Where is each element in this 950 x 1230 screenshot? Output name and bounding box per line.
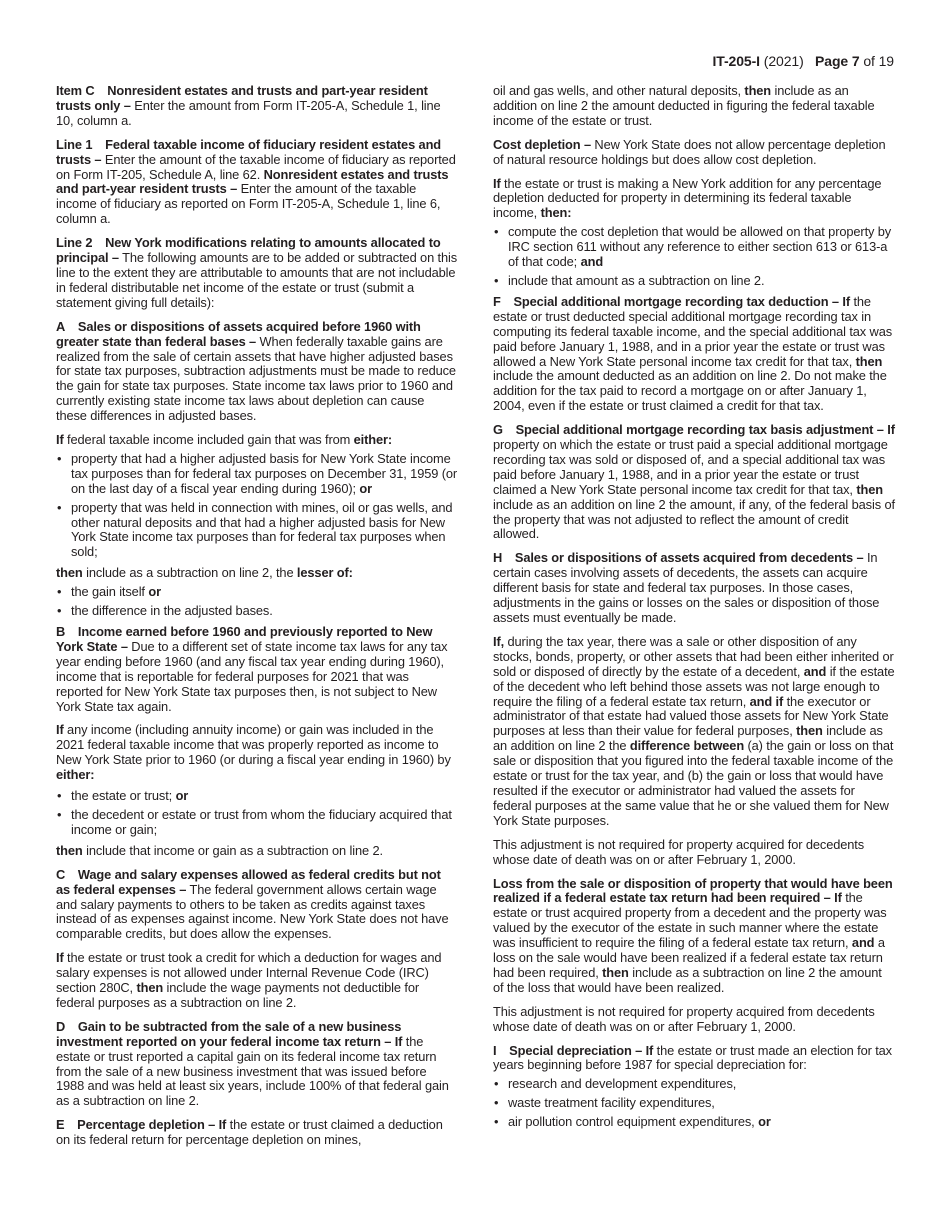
cost-depletion-paragraph: Cost depletion – New York State does not allow percentage depletion of natural resource holdings but does allow cost depletion. [493, 136, 886, 167]
list-item: • property that was held in connection with mines, oil or gas wells, and other natural deposits and that had a higher adjusted basis for New York State income tax purposes than for federal tax purposes when sold; [56, 501, 458, 561]
section-b-paragraph: B Income earned before 1960 and previously reported to New York State – Due to a different set of state income tax laws for any tax year ending before 1960 (and any fiscal tax year ending during 1960), income that is reportable for federal purposes for 2021 that was reported for New York State tax purposes then, is not subject to New York State tax again. [56, 624, 448, 714]
section-b-list [56, 789, 458, 838]
section-i-list [493, 1077, 895, 1130]
section-b-then: then include that income or gain as a subtraction on line 2. [56, 842, 383, 858]
section-h-if: If, during the tax year, there was a sale or other disposition of any stocks, bonds, property, or other assets that had been either inherited or sold or disposed of directly by the estate of a decedent, and if the estate of the decedent who left behind those assets was not large enough to require the filing of a federal estate tax return, and if the executor or administrator of that estate had valued those assets for New York State purposes at less than their value for federal purposes, then include as an addition on line 2 the difference between (a) the gain or loss on that sale or disposition that you figured into the federal taxable income of the estate or trust for the tax year, and (b) the gain or loss that would have resulted if the executor or administrator had valued the assets for federal purposes at the same value that he or she valued them for New York State purposes. [493, 633, 895, 828]
section-h-paragraph: H Sales or dispositions of assets acquired from decedents – In certain cases involving assets of decedents, the assets can acquire different basis for state and federal tax purposes. In those cases, adjustments in the gains or losses on the sales or disposition of those assets must eventually be made. [493, 550, 880, 625]
list-item: • waste treatment facility expenditures, [493, 1096, 895, 1111]
list-item: • compute the cost depletion that would be allowed on that property by IRC section 611 without any reference to either section 613 or 613-a of that code; and [493, 225, 895, 270]
section-b-if: If any income (including annuity income) or gain was included in the 2021 federal taxable income that was properly reported as income to New York State prior to 1960 (or during a fiscal year ending in 1960) by either: [56, 722, 451, 783]
line-2-paragraph: Line 2 New York modifications relating to amounts allocated to principal – The following amounts are to be added or subtracted on this line to the extent they are attributable to amounts that are not includable in federal distributable net income of the estate or trust (submit a statement giving full details): [56, 235, 458, 310]
section-c-paragraph: C Wage and salary expenses allowed as federal credits but not as federal expenses – The federal government allows certain wage and salary payments to others to be taken as credits against taxes instead of as expenses against income. New York State does not have comparable credits, but does allow the expenses. [56, 866, 449, 942]
list-item: • property that had a higher adjusted basis for New York State income tax purposes than for federal tax purposes on December 31, 1959 (or on the last day of a fiscal year ending during 1960); or [56, 452, 458, 497]
section-a-if: If federal taxable income included gain that was from either: [56, 432, 393, 448]
list-item: • research and development expenditures, [493, 1077, 895, 1092]
list-item: • include that amount as a subtraction on line 2. [493, 274, 895, 289]
page-label: Page 7 [815, 53, 860, 69]
list-item: • air pollution control equipment expenditures, or [493, 1115, 895, 1130]
section-i-paragraph: I Special depreciation – If the estate or trust made an election for tax years beginning before 1987 for special depreciation for: [493, 1042, 892, 1073]
section-c-if: If the estate or trust took a credit for which a deduction for wages and salary expenses is not allowed under Internal Revenue Code (IRC) section 280C, then include the wage payments not deductible for federal purposes as a subtraction on line 2. [56, 950, 442, 1010]
section-f-paragraph: F Special additional mortgage recording tax deduction – If the estate or trust deducted special additional mortgage recording tax in computing its federal taxable income, and the special additional tax was paid before January 1, 1988, and in a prior year the estate or trust was allowed a New York State personal income tax credit for that tax, then include the amount deducted as an addition on line 2. Do not make the addition for the tax paid to record a mortgage on or after January 1, 2004, even if the estate or trust claimed a credit for that tax. [493, 293, 893, 414]
list-item: • the estate or trust; or [56, 789, 458, 804]
list-item: • the decedent or estate or trust from whom the fiduciary acquired that income or gain; [56, 808, 458, 838]
section-a-list [56, 452, 458, 560]
form-year: (2021) [763, 53, 804, 69]
section-e-paragraph: E Percentage depletion – If the estate or trust claimed a deduction on its federal return for percentage depletion on mines, [56, 1117, 443, 1148]
left-column [56, 84, 458, 1157]
adjustment-note-1: This adjustment is not required for property acquired for decedents whose date of death was on or after February 1, 2000. [493, 836, 865, 867]
cost-depletion-if: If the estate or trust is making a New York addition for any percentage depletion deducted for property in determining its federal taxable income, then: [493, 175, 882, 221]
page-header [713, 53, 894, 69]
section-a-lesser-list [56, 585, 458, 619]
adjustment-note-2: This adjustment is not required for property acquired from decedents whose date of death was on or after February 1, 2000. [493, 1003, 875, 1034]
form-id: IT-205-I [712, 53, 760, 69]
item-c-paragraph: Item C Nonresident estates and trusts and part-year resident trusts only – Enter the amount from Form IT-205-A, Schedule 1, line 10, column a. [56, 83, 441, 128]
page-total: of 19 [863, 53, 894, 69]
section-e-continued: oil and gas wells, and other natural deposits, then include as an addition on line 2 the amount deducted in figuring the federal taxable income of the estate or trust. [493, 83, 875, 128]
list-item: • the difference in the adjusted bases. [56, 604, 458, 619]
section-g-paragraph: G Special additional mortgage recording tax basis adjustment – If property on which the estate or trust paid a special additional mortgage recording tax was sold or disposed of, and a special additional tax was paid before January 1, 1988, and in a prior year the estate or trust claimed a New York State personal income tax credit for that tax, then include as an addition on line 2 the amount, if any, of the federal basis of the property that was not adjusted to reflect the amount of credit allowed. [493, 422, 895, 542]
right-column [493, 84, 895, 1136]
section-d-paragraph: D Gain to be subtracted from the sale of a new business investment reported on your federal income tax return – If the estate or trust reported a capital gain on its federal income tax return from the sale of a new business investment that was issued before 1988 and was held at least six years, include 100% of that federal gain as a subtraction on line 2. [56, 1018, 449, 1109]
list-item: • the gain itself or [56, 585, 458, 600]
loss-paragraph: Loss from the sale or disposition of property that would have been realized if a federal estate tax return had been required – If the estate or trust acquired property from a decedent and the property was valued by the executor of the estate in such manner where the estate was insufficient to require the filing of a federal estate tax return, and a loss on the sale would have been realized if a federal estate tax return had been required, then include as a subtraction on line 2 the amount of the loss that would have been realized. [493, 875, 893, 995]
cost-depletion-list [493, 225, 895, 289]
section-a-paragraph: A Sales or dispositions of assets acquired before 1960 with greater state than federal bases – When federally taxable gains are realized from the sale of certain assets that have higher adjusted bases for state tax purposes, subtraction adjustments must be made to reduce the gain for state tax purposes. State income tax laws prior to 1960 and currently existing state income tax laws about depletion can cause these differences in adjusted bases. [56, 318, 456, 424]
line-1-paragraph: Line 1 Federal taxable income of fiduciary resident estates and trusts – Enter the amount of the taxable income of fiduciary as reported on Form IT-205, Schedule A, line 62. Nonresident estates and trusts and part-year resident trusts – Enter the amount of the taxable income of fiduciary as reported on Form IT-205-A, Schedule 1, line 6, column a. [56, 136, 456, 227]
section-a-then: then include as a subtraction on line 2, the lesser of: [56, 565, 353, 581]
